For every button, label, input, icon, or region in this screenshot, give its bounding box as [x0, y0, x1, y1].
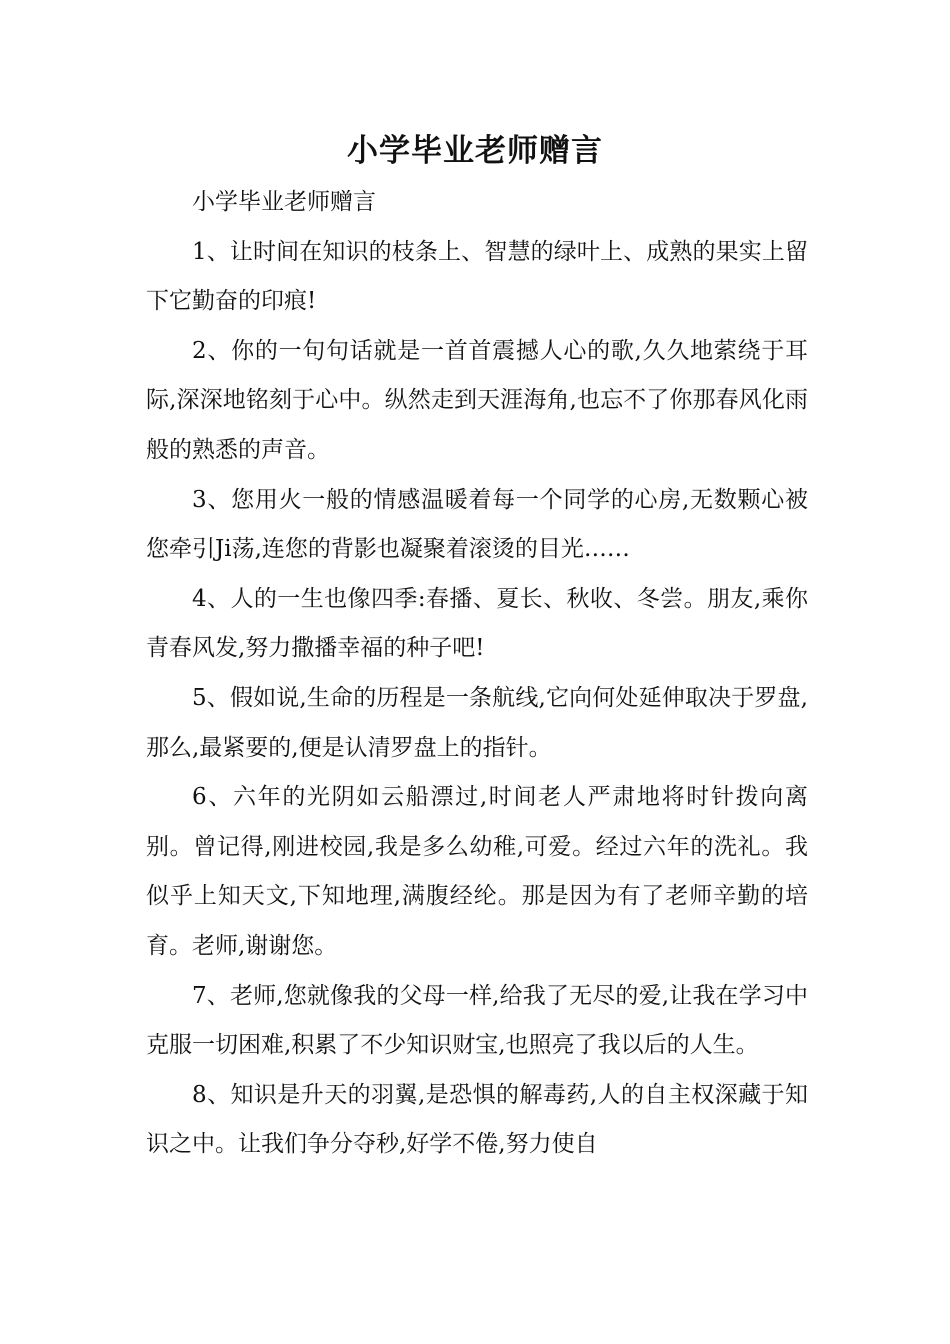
paragraph-1: 1、让时间在知识的枝条上、智慧的绿叶上、成熟的果实上留下它勤奋的印痕! [146, 238, 808, 315]
paragraph-4: 4、人的一生也像四季:春播、夏长、秋收、冬尝。朋友,乘你青春风发,努力撒播幸福的种子吧! [146, 585, 808, 662]
paragraph-3: 3、您用火一般的情感温暖着每一个同学的心房,无数颗心被您牵引Ji荡,连您的背影也凝聚着滚烫的目光…… [146, 486, 808, 563]
document-title: 小学毕业老师赠言 [347, 133, 603, 169]
document-subtitle: 小学毕业老师赠言 [192, 189, 376, 215]
paragraph-2: 2、你的一句句话就是一首首震撼人心的歌,久久地萦绕于耳际,深深地铭刻于心中。纵然走到天涯海角,也忘不了你那春风化雨般的熟悉的声音。 [146, 337, 808, 463]
paragraph-5: 5、假如说,生命的历程是一条航线,它向何处延伸取决于罗盘,那么,最紧要的,便是认清罗盘上的指针。 [146, 684, 808, 761]
paragraph-7: 7、老师,您就像我的父母一样,给我了无尽的爱,让我在学习中克服一切困难,积累了不少知识财宝,也照亮了我以后的人生。 [146, 982, 808, 1059]
paragraph-6: 6、六年的光阴如云船漂过,时间老人严肃地将时针拨向离别。曾记得,刚进校园,我是多么幼稚,可爱。经过六年的洗礼。我似乎上知天文,下知地理,满腹经纶。那是因为有了老师辛勤的培育。老师,谢谢您。 [146, 784, 808, 959]
paragraph-8: 8、知识是升天的羽翼,是恐惧的解毒药,人的自主权深藏于知识之中。让我们争分夺秒,好学不倦,努力使自 [146, 1081, 808, 1158]
document-body [146, 178, 808, 1170]
